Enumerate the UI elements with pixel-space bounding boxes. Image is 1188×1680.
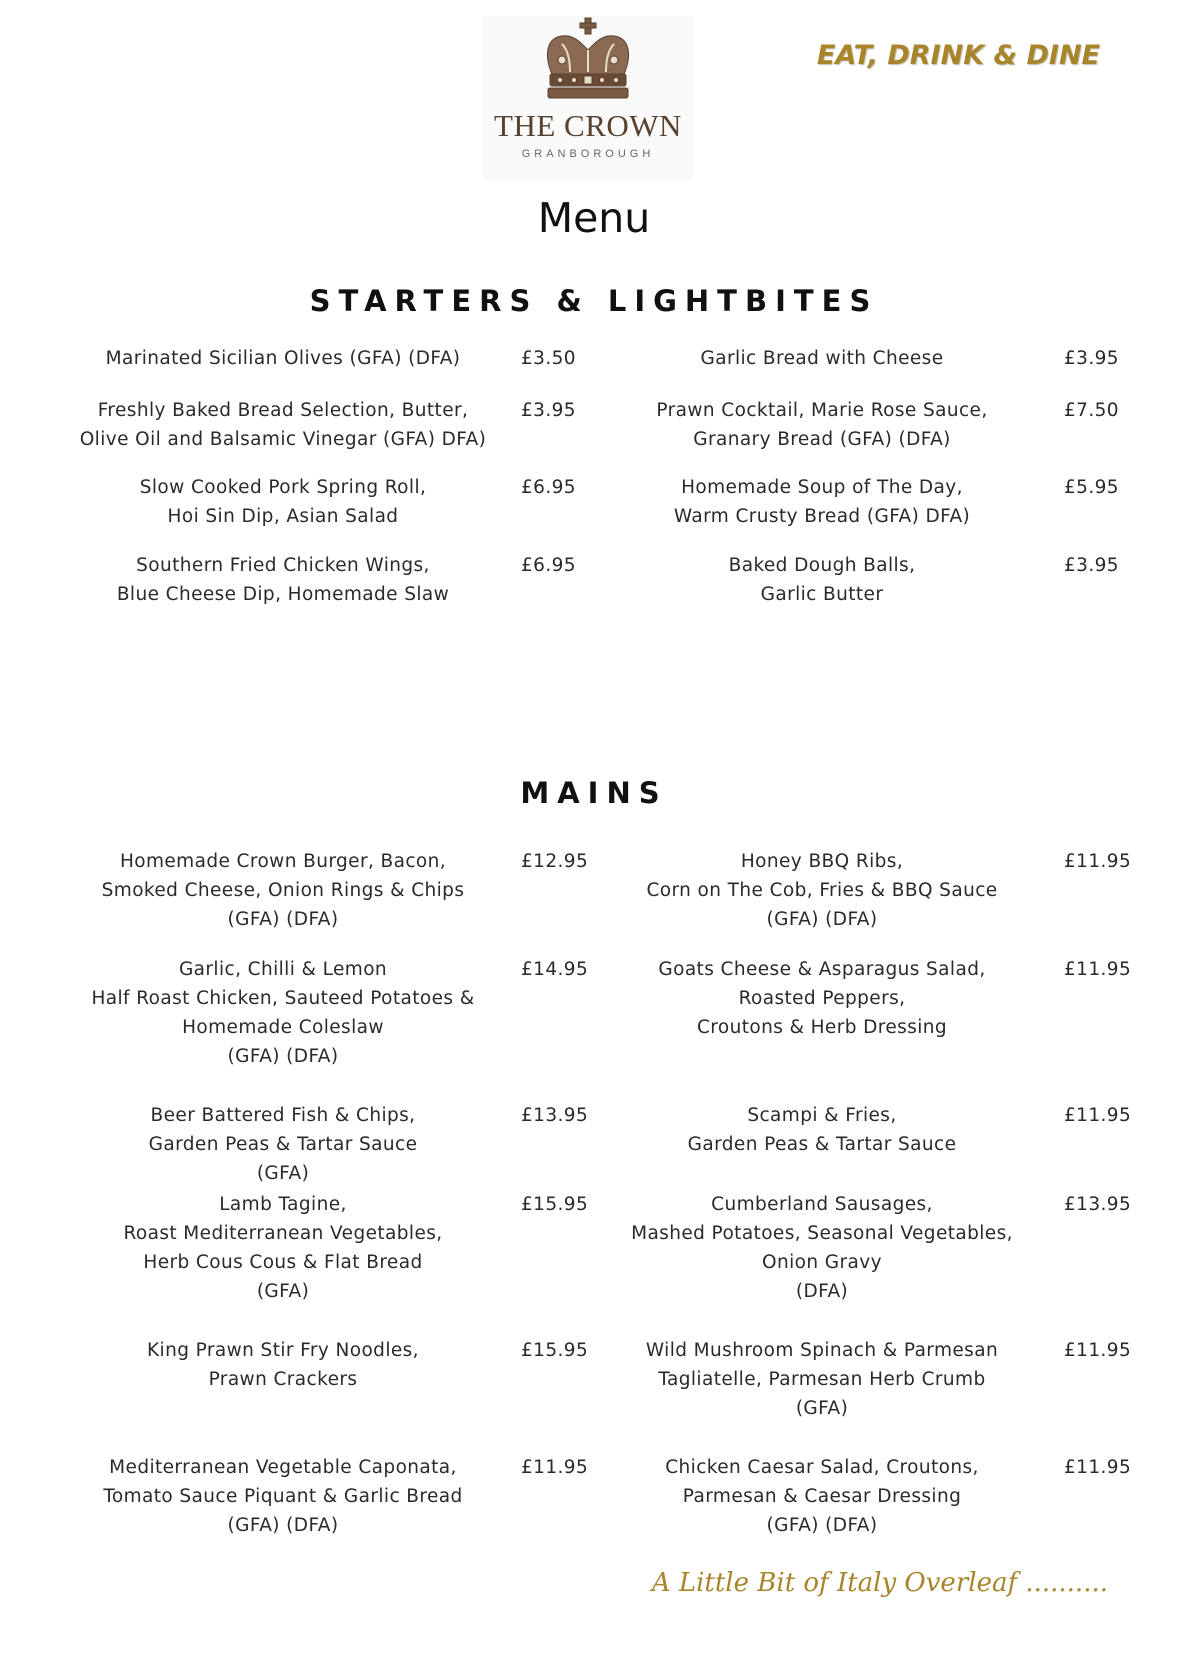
item-description-line: (GFA) (DFA) — [766, 909, 878, 930]
item-description-line: King Prawn Stir Fry Noodles, — [147, 1340, 419, 1361]
item-description — [23, 1453, 543, 1540]
item-description — [23, 955, 543, 1071]
item-description-line: Prawn Cocktail, Marie Rose Sauce, — [656, 400, 988, 421]
item-description-line: Roast Mediterranean Vegetables, — [123, 1223, 443, 1244]
item-description-line: Roasted Peppers, — [738, 988, 906, 1009]
item-description-line: Hoi Sin Dip, Asian Salad — [167, 506, 399, 527]
item-description-line: Olive Oil and Balsamic Vinegar (GFA) DFA) — [79, 429, 487, 450]
item-description — [23, 344, 543, 373]
item-price: £13.95 — [521, 1105, 589, 1126]
item-price: £11.95 — [1064, 1340, 1132, 1361]
item-description — [562, 396, 1082, 454]
item-description-line: Tagliatelle, Parmesan Herb Crumb — [658, 1369, 986, 1390]
item-description-line: Homemade Coleslaw — [182, 1017, 384, 1038]
item-description-line: Smoked Cheese, Onion Rings & Chips — [101, 880, 465, 901]
item-price: £6.95 — [521, 555, 576, 576]
item-description-line: Honey BBQ Ribs, — [740, 851, 904, 872]
item-description-line: (GFA) (DFA) — [227, 1515, 339, 1536]
item-description-line: Garlic Butter — [760, 584, 884, 605]
item-price: £14.95 — [521, 959, 589, 980]
item-description-line: Homemade Crown Burger, Bacon, — [119, 851, 447, 872]
crown-logo — [483, 16, 693, 181]
item-description-line: (DFA) — [795, 1281, 849, 1302]
item-description-line: Half Roast Chicken, Sauteed Potatoes & — [91, 988, 475, 1009]
item-description-line: Tomato Sauce Piquant & Garlic Bread — [103, 1486, 463, 1507]
item-price: £12.95 — [521, 851, 589, 872]
item-price: £3.95 — [1064, 348, 1119, 369]
item-description-line: Beer Battered Fish & Chips, — [150, 1105, 416, 1126]
item-description-line: Blue Cheese Dip, Homemade Slaw — [116, 584, 450, 605]
item-description-line: Croutons & Herb Dressing — [696, 1017, 948, 1038]
item-description — [562, 473, 1082, 531]
item-description-line: Prawn Crackers — [208, 1369, 358, 1390]
item-description — [23, 1336, 543, 1394]
starters-heading: STARTERS & LIGHTBITES — [309, 284, 879, 318]
item-description-line: Herb Cous Cous & Flat Bread — [143, 1252, 423, 1273]
item-description — [23, 847, 543, 934]
item-description-line: Baked Dough Balls, — [728, 555, 916, 576]
tagline: EAT, DRINK & DINE — [816, 40, 1100, 71]
item-description-line: (GFA) — [256, 1281, 310, 1302]
item-price: £11.95 — [1064, 959, 1132, 980]
item-price: £15.95 — [521, 1194, 589, 1215]
item-description-line: (GFA) (DFA) — [766, 1515, 878, 1536]
item-price: £3.95 — [521, 400, 576, 421]
item-price: £3.50 — [521, 348, 576, 369]
item-description — [562, 344, 1082, 373]
item-description-line: Onion Gravy — [762, 1252, 882, 1273]
item-description-line: Goats Cheese & Asparagus Salad, — [658, 959, 986, 980]
item-price: £11.95 — [1064, 1105, 1132, 1126]
item-description — [562, 955, 1082, 1042]
item-price: £11.95 — [1064, 1457, 1132, 1478]
item-description-line: (GFA) (DFA) — [227, 1046, 339, 1067]
item-description-line: Slow Cooked Pork Spring Roll, — [139, 477, 427, 498]
item-description-line: (GFA) — [795, 1398, 849, 1419]
item-description — [562, 551, 1082, 609]
item-description-line: Chicken Caesar Salad, Croutons, — [665, 1457, 979, 1478]
item-description-line: Southern Fried Chicken Wings, — [136, 555, 430, 576]
item-description-line: (GFA) — [256, 1163, 310, 1184]
item-description — [23, 1101, 543, 1188]
item-description-line: Warm Crusty Bread (GFA) DFA) — [673, 506, 971, 527]
item-description-line: Freshly Baked Bread Selection, Butter, — [97, 400, 469, 421]
item-description — [562, 847, 1082, 934]
page-title: Menu — [537, 194, 651, 242]
item-description-line: Marinated Sicilian Olives (GFA) (DFA) — [105, 348, 461, 369]
item-description — [23, 396, 543, 454]
item-description-line: Parmesan & Caesar Dressing — [682, 1486, 962, 1507]
item-price: £13.95 — [1064, 1194, 1132, 1215]
item-description-line: Garlic Bread with Cheese — [700, 348, 944, 369]
item-description — [23, 473, 543, 531]
item-description-line: Garden Peas & Tartar Sauce — [687, 1134, 957, 1155]
footer-note: A Little Bit of Italy Overleaf .......... — [651, 1568, 1108, 1598]
item-price: £5.95 — [1064, 477, 1119, 498]
item-price: £6.95 — [521, 477, 576, 498]
item-description-line: Granary Bread (GFA) (DFA) — [693, 429, 951, 450]
mains-heading: MAINS — [520, 776, 668, 810]
item-price: £11.95 — [521, 1457, 589, 1478]
item-description-line: Cumberland Sausages, — [711, 1194, 933, 1215]
item-price: £3.95 — [1064, 555, 1119, 576]
item-description — [562, 1453, 1082, 1540]
item-description-line: Scampi & Fries, — [747, 1105, 897, 1126]
item-description-line: (GFA) (DFA) — [227, 909, 339, 930]
item-description-line: Wild Mushroom Spinach & Parmesan — [645, 1340, 999, 1361]
crown-icon — [540, 16, 636, 106]
item-description-line: Garlic, Chilli & Lemon — [178, 959, 388, 980]
item-description — [23, 1190, 543, 1306]
item-description-line: Corn on The Cob, Fries & BBQ Sauce — [646, 880, 998, 901]
item-description — [23, 551, 543, 609]
item-description-line: Homemade Soup of The Day, — [681, 477, 963, 498]
item-price: £7.50 — [1064, 400, 1119, 421]
item-description — [562, 1101, 1082, 1159]
item-description-line: Lamb Tagine, — [219, 1194, 347, 1215]
brand-location: GRANBOROUGH — [521, 148, 655, 160]
item-price: £11.95 — [1064, 851, 1132, 872]
item-description — [562, 1336, 1082, 1423]
item-description-line: Mashed Potatoes, Seasonal Vegetables, — [631, 1223, 1013, 1244]
brand-name: THE CROWN — [494, 108, 682, 143]
item-price: £15.95 — [521, 1340, 589, 1361]
item-description-line: Mediterranean Vegetable Caponata, — [109, 1457, 457, 1478]
item-description-line: Garden Peas & Tartar Sauce — [148, 1134, 418, 1155]
item-description — [562, 1190, 1082, 1306]
